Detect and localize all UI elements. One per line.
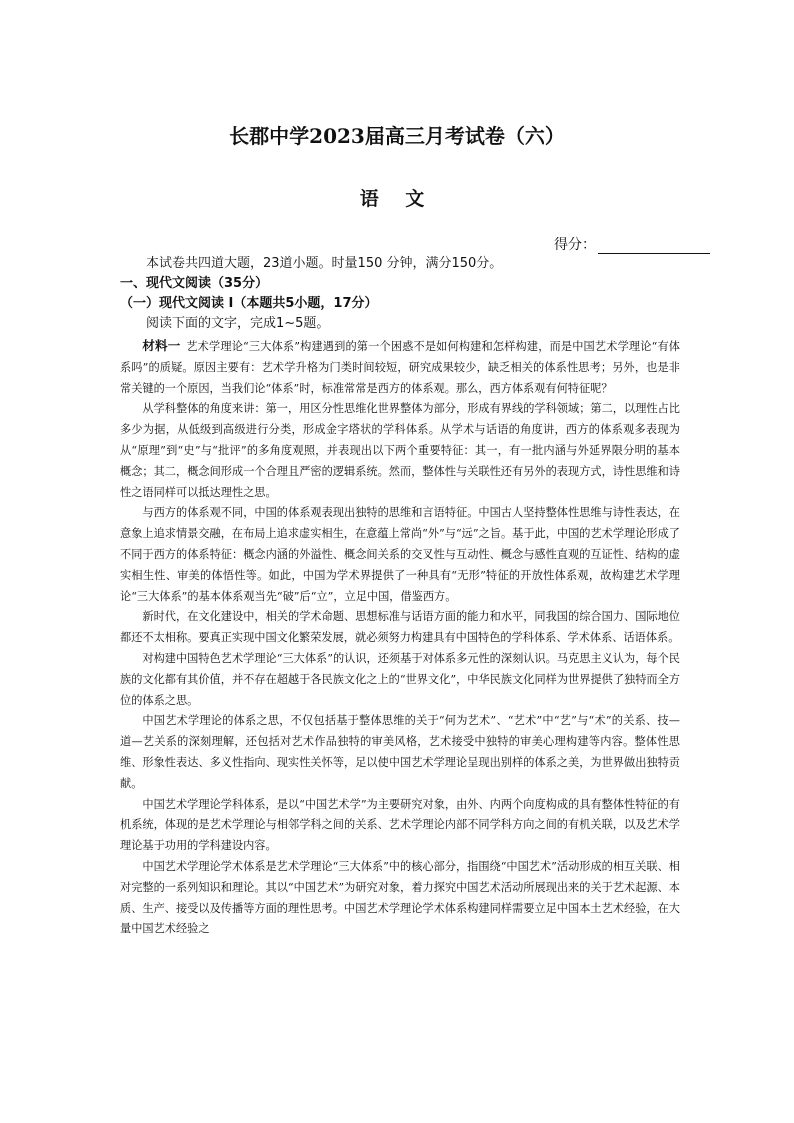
material-paragraph: 与西方的体系观不同，中国的体系观表现出独特的思维和言语特征。中国古人坚持整体性思维与诗性表达，在意象上追求情景交融，在布局上追求虚实相生，在意蕴上常尚“外”与“远”之旨。基于此，中国的艺术学理论形成了不同于西方的体系特征：概念内涵的外溢性、概念间关系的交叉性与互动性、概念与感性直观的互证性、结构的虚实相生性、审美的体悟性等。如此，中国为学术界提供了一种具有“无形”特征的开放性体系观，故构建艺术学理论“三大体系”的基本体系观当先“破”后“立”，立足中国，借鉴西方。 — [120, 506, 680, 603]
material-paragraph: 材料一 艺术学理论“三大体系”构建遇到的第一个困惑不是如何构建和怎样构建，而是中国艺术学理论“有体系吗”的质疑。原因主要有：艺术学升格为门类时间较短，研究成果较少，缺乏相关的体系性思考；另外，也是非常关键的一个原因，当我们论“体系”时，标准常常是西方的体系观。那么，西方体系观有何特征呢？ — [120, 338, 680, 395]
score-blank-line — [598, 239, 710, 254]
material-paragraph: 从学科整体的角度来讲：第一，用区分性思维化世界整体为部分，形成有界线的学科领域；第二，以理性占比多少为据，从低级到高级进行分类，形成金字塔状的学科体系。从学术与话语的角度讲，西方的体系观多表现为从“原理”到“史”与“批评”的多角度观照，并表现出以下两个重要特征：其一，有一批内涵与外延界限分明的基本概念；其二，概念间形成一个合理且严密的逻辑系统。然而，整体性与关联性还有另外的表现方式，诗性思维和诗性之语同样可以抵达理性之思。 — [120, 402, 680, 499]
score-label: 得分： — [554, 237, 596, 253]
material-body — [120, 336, 680, 940]
material-paragraph: 中国艺术学理论学术体系是艺术学理论“三大体系”中的核心部分，指围绕“中国艺术”活动形成的相互关联、相对完整的一系列知识和理论。其以“中国艺术”为研究对象，着力探究中国艺术活动所展现出来的关于艺术起源、本质、生产、接受以及传播等方面的理性思考。中国艺术学理论学术体系构建同样需要立足中国本土艺术经验，在大量中国艺术经验之 — [120, 859, 680, 936]
section-heading: 一、现代文阅读（35分） — [120, 276, 269, 291]
reading-prompt: 阅读下面的文字，完成1~5题。 — [146, 316, 330, 331]
material-paragraph: 新时代，在文化建设中，相关的学术命题、思想标准与话语方面的能力和水平，同我国的综合国力、国际地位都还不太相称。要真正实现中国文化繁荣发展，就必须努力构建具有中国特色的学科体系、学术体系、话语体系。 — [120, 610, 680, 645]
material-paragraph: 中国艺术学理论学科体系，是以“中国艺术学”为主要研究对象，由外、内两个向度构成的具有整体性特征的有机系统，体现的是艺术学理论与相邻学科之间的关系、艺术学理论内部不同学科方向之间的有机关联，以及艺术学理论基于功用的学科建设内容。 — [120, 797, 680, 853]
material-paragraph: 中国艺术学理论的体系之思，不仅包括基于整体思维的关于“何为艺术”、“艺术”中“艺”与“术”的关系、技—道—艺关系的深刻理解，还包括对艺术作品独特的审美风格，艺术接受中独特的审美心理构建等内容。整体性思维、形象性表达、多义性指向、现实性关怀等，足以使中国艺术学理论呈现出别样的体系之美，为世界做出独特贡献。 — [120, 714, 680, 790]
subsection-heading: （一）现代文阅读 I（本题共5小题，17分） — [120, 296, 378, 311]
material-label: 材料一 — [142, 338, 181, 353]
exam-instructions: 本试卷共四道大题，23道小题。时量150 分钟，满分150分。 — [146, 256, 503, 271]
exam-title: 长郡中学2023届高三月考试卷（六） — [229, 124, 565, 148]
subject-heading: 语 文 — [359, 188, 435, 210]
material-paragraph: 对构建中国特色艺术学理论“三大体系”的认识，还须基于对体系多元性的深刻认识。马克思主义认为，每个民族的文化都有其价值，并不存在超越于各民族文化之上的“世界文化”，中华民族文化同样为世界提供了独特而全方位的体系之思。 — [120, 651, 680, 707]
score-field — [554, 234, 710, 254]
